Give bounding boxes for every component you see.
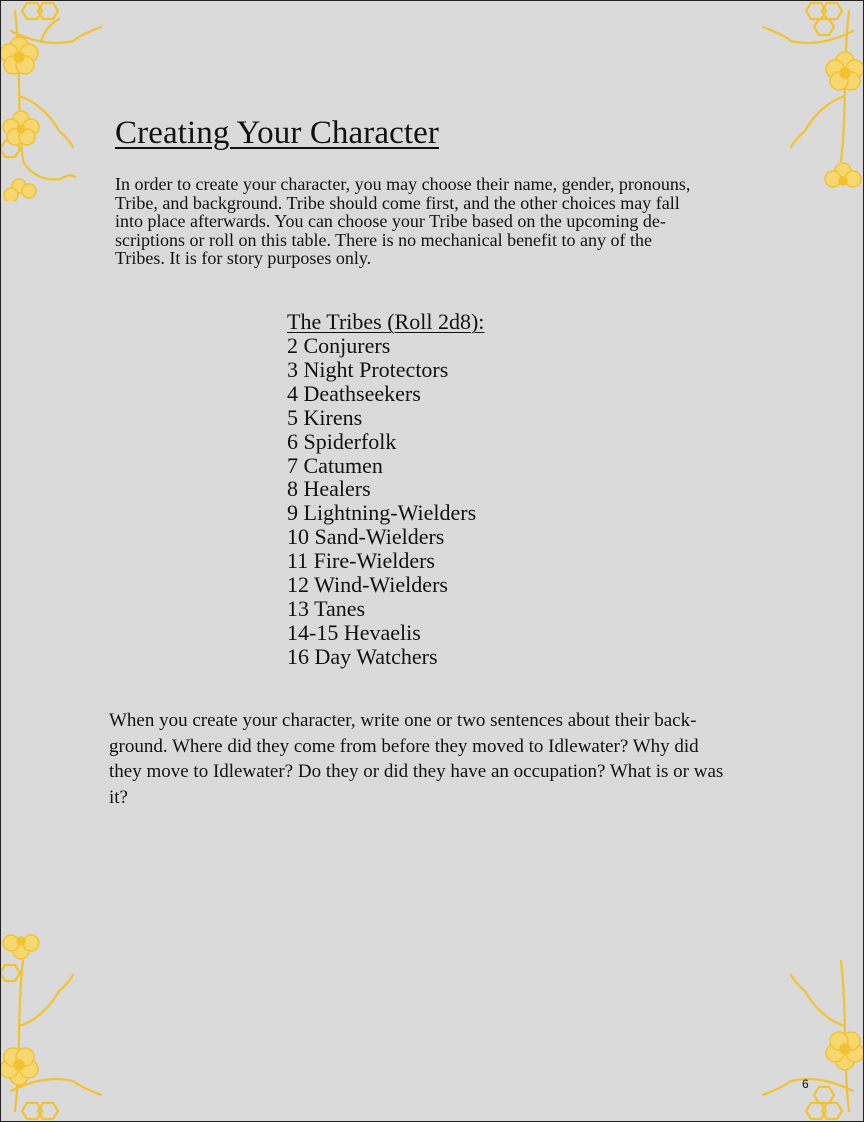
- tribe-item: 4 Deathseekers: [287, 380, 421, 406]
- page-title: Creating Your Character: [115, 115, 439, 151]
- tribe-item: 10 Sand-Wielders: [287, 524, 445, 550]
- tribe-item: 12 Wind-Wielders: [287, 572, 448, 598]
- tribes-heading: The Tribes (Roll 2d8):: [287, 309, 485, 334]
- tribe-item: 8 Healers: [287, 476, 371, 502]
- tribes-table: [287, 310, 607, 669]
- tribe-item: 14-15 Hevaelis: [287, 619, 421, 645]
- text-line: into place afterwards. You can choose your Tribe based on the upcoming de-: [115, 211, 666, 231]
- text-line: scriptions or roll on this table. There is no mechanical benefit to any of the: [115, 229, 653, 250]
- tribe-item: 5 Kirens: [287, 404, 363, 430]
- text-line: it?: [109, 786, 128, 808]
- text-line: they move to Idlewater? Do they or did they have an occupation? What is or was: [109, 761, 724, 782]
- text-line: In order to create your character, you may choose their name, gender, pronouns,: [115, 174, 691, 194]
- page-number: 6: [802, 1077, 809, 1091]
- text-line: Tribes. It is for story purposes only.: [115, 248, 372, 268]
- tribe-item: 9 Lightning-Wielders: [287, 500, 477, 526]
- tribes-list: [287, 334, 607, 669]
- intro-paragraph: [115, 175, 765, 268]
- tribe-item: 7 Catumen: [287, 452, 383, 478]
- text-line: Tribe, and background. Tribe should come first, and the other choices may fall: [115, 192, 680, 213]
- tribe-item: 16 Day Watchers: [287, 643, 438, 669]
- text-line: ground. Where did they come from before they moved to Idlewater? Why did: [109, 735, 699, 757]
- floral-corner-bottom-right-icon: [753, 921, 863, 1121]
- tribe-item: 11 Fire-Wielders: [287, 548, 435, 574]
- tribe-item: 13 Tanes: [287, 595, 366, 621]
- floral-corner-top-left-icon: [1, 1, 111, 201]
- text-line: When you create your character, write one or two sentences about their back-: [109, 710, 697, 731]
- floral-corner-bottom-left-icon: [1, 921, 111, 1121]
- background-paragraph: [109, 708, 761, 810]
- floral-corner-top-right-icon: [753, 1, 863, 201]
- tribe-item: 2 Conjurers: [287, 333, 391, 358]
- tribe-item: 3 Night Protectors: [287, 356, 449, 382]
- tribe-item: 6 Spiderfolk: [287, 428, 397, 454]
